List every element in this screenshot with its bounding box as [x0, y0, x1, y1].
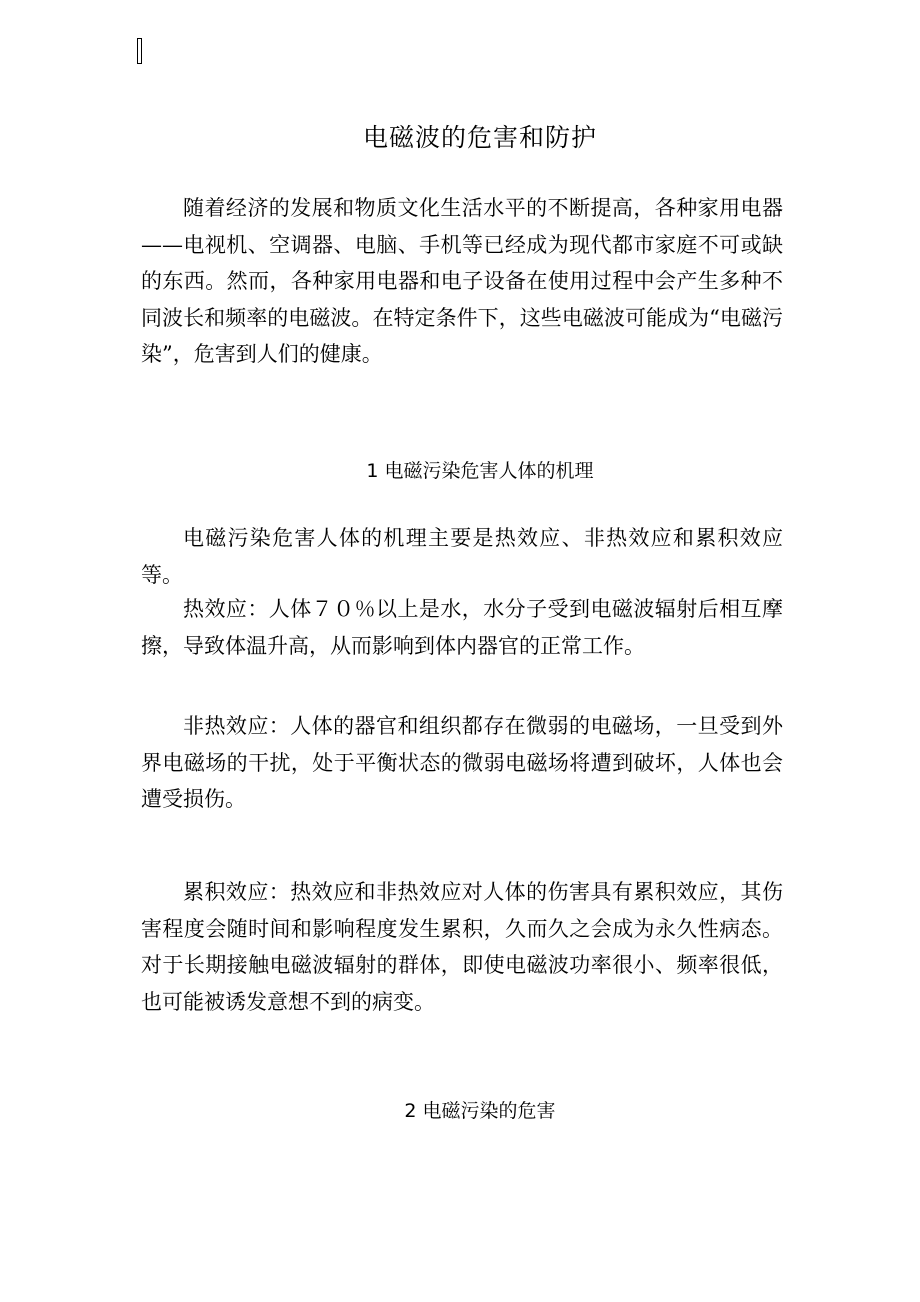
intro-paragraph: 随着经济的发展和物质文化生活水平的不断提高，各种家用电器——电视机、空调器、电脑、手机等已经成为现代都市家庭不可或缺的东西。然而，各种家用电器和电子设备在使用过程中会产生多种不同波长和频率的电磁波。在特定条件下，这些电磁波可能成为“电磁污染”，危害到人们的健康。	[141, 196, 783, 366]
section-1-paragraph-cumulative-effect: 累积效应：热效应和非热效应对人体的伤害具有累积效应，其伤害程度会随时间和影响程度发生累积，久而久之会成为永久性病态。对于长期接触电磁波辐射的群体，即使电磁波功率很小、频率很低，也可能被诱发意想不到的病变。	[141, 880, 783, 1014]
section-1-paragraph-thermal-effect: 热效应：人体７０％以上是水，水分子受到电磁波辐射后相互摩擦，导致体温升高，从而影响到体内器官的正常工作。	[141, 597, 783, 658]
document-title: 电磁波的危害和防护	[362, 123, 597, 152]
section-1-paragraph-non-thermal-effect: 非热效应：人体的器官和组织都存在微弱的电磁场，一旦受到外界电磁场的干扰，处于平衡状态的微弱电磁场将遭到破坏，人体也会遭受损伤。	[141, 714, 783, 811]
text-cursor-marker	[137, 38, 142, 64]
section-1-paragraph-mechanism: 电磁污染危害人体的机理主要是热效应、非热效应和累积效应等。	[141, 526, 783, 587]
section-1-heading: 1 电磁污染危害人体的机理	[366, 460, 594, 482]
section-2-heading: 2 电磁污染的危害	[404, 1100, 556, 1122]
